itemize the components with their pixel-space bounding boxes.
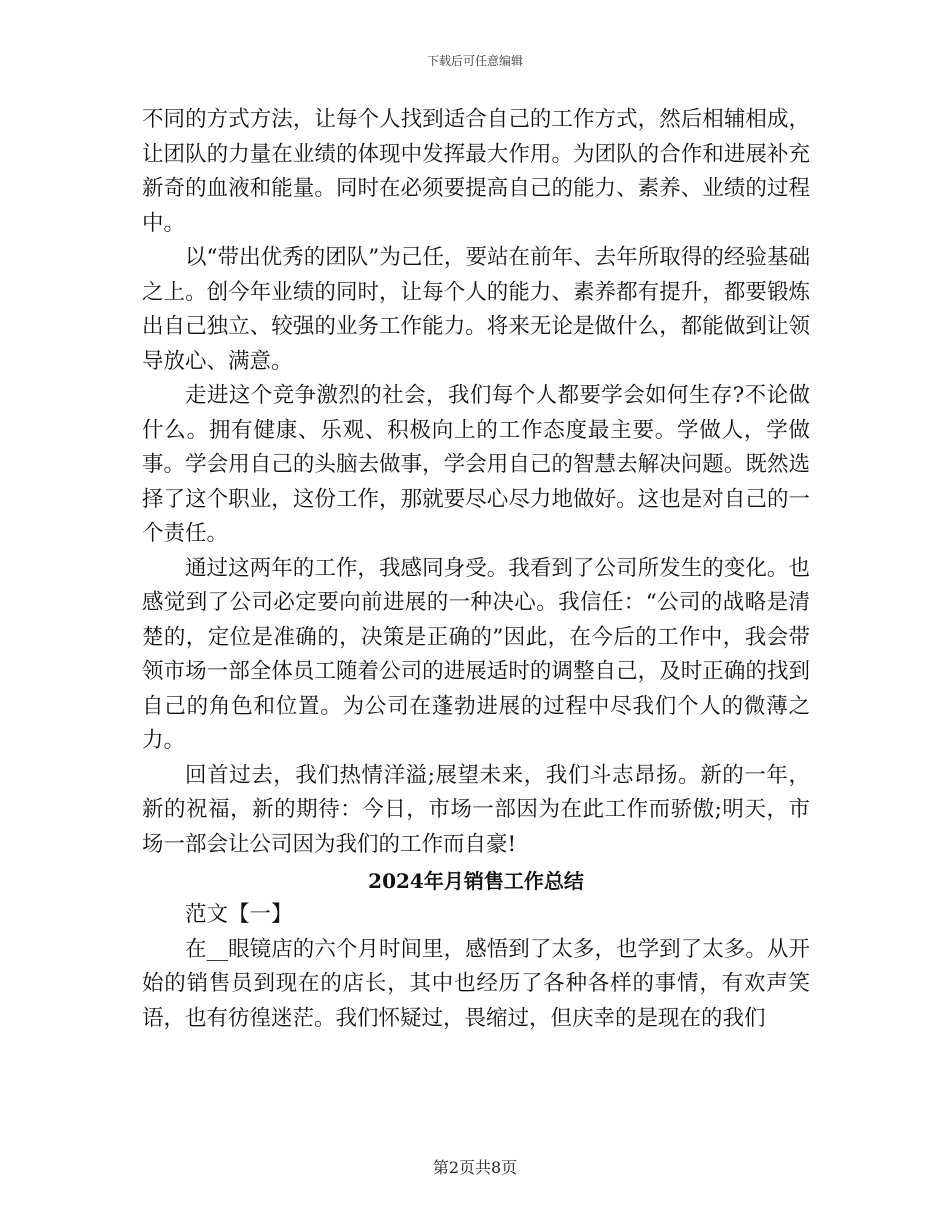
page-header: 下载后可任意编辑 — [426, 54, 523, 68]
document-body — [142, 103, 810, 1036]
paragraph: 走进这个竞争激烈的社会，我们每个人都要学会如何生存?不论做什么。拥有健康、乐观、积极向上的工作态度最主要。学做人，学做事。学会用自己的头脑去做事，学会用自己的智慧去解决问题。既然选择了这个职业，这份工作，那就要尽心尽力地做好。这也是对自己的一个责任。 — [142, 383, 810, 546]
paragraph: 不同的方式方法，让每个人找到适合自己的工作方式，然后相辅相成，让团队的力量在业绩的体现中发挥最大作用。为团队的合作和进展补充新奇的血液和能量。同时在必须要提高自己的能力、素养、业绩的过程中。 — [142, 107, 810, 236]
paragraph: 回首过去，我们热情洋溢;展望未来，我们斗志昂扬。新的一年，新的祝福，新的期待：今日，市场一部因为在此工作而骄傲;明天，市场一部会让公司因为我们的工作而自豪! — [142, 762, 810, 857]
paragraph: 以“带出优秀的团队”为己任，要站在前年、去年所取得的经验基础之上。创今年业绩的同时，让每个人的能力、素养都有提升，都要锻炼出自己独立、较强的业务工作能力。将来无论是做什么，都能做到让领导放心、满意。 — [142, 245, 810, 374]
section-title: 2024年月销售工作总结 — [368, 869, 584, 893]
paragraph: 通过这两年的工作，我感同身受。我看到了公司所发生的变化。也感觉到了公司必定要向前进展的一种决心。我信任：“公司的战略是清楚的，定位是准确的，决策是正确的”因此，在今后的工作中，我会带领市场一部全体员工随着公司的进展适时的调整自己，及时正确的找到自己的角色和位置。为公司在蓬勃进展的过程中尽我们个人的微薄之力。 — [142, 555, 810, 753]
paragraph: 在__眼镜店的六个月时间里，感悟到了太多，也学到了太多。从开始的销售员到现在的店长，其中也经历了各种各样的事情，有欢声笑语，也有彷徨迷茫。我们怀疑过，畏缩过，但庆幸的是现在的我们 — [142, 936, 810, 1031]
section-subtitle: 范文【一】 — [185, 902, 293, 927]
page-footer: 第2页共8页 — [432, 1158, 518, 1177]
